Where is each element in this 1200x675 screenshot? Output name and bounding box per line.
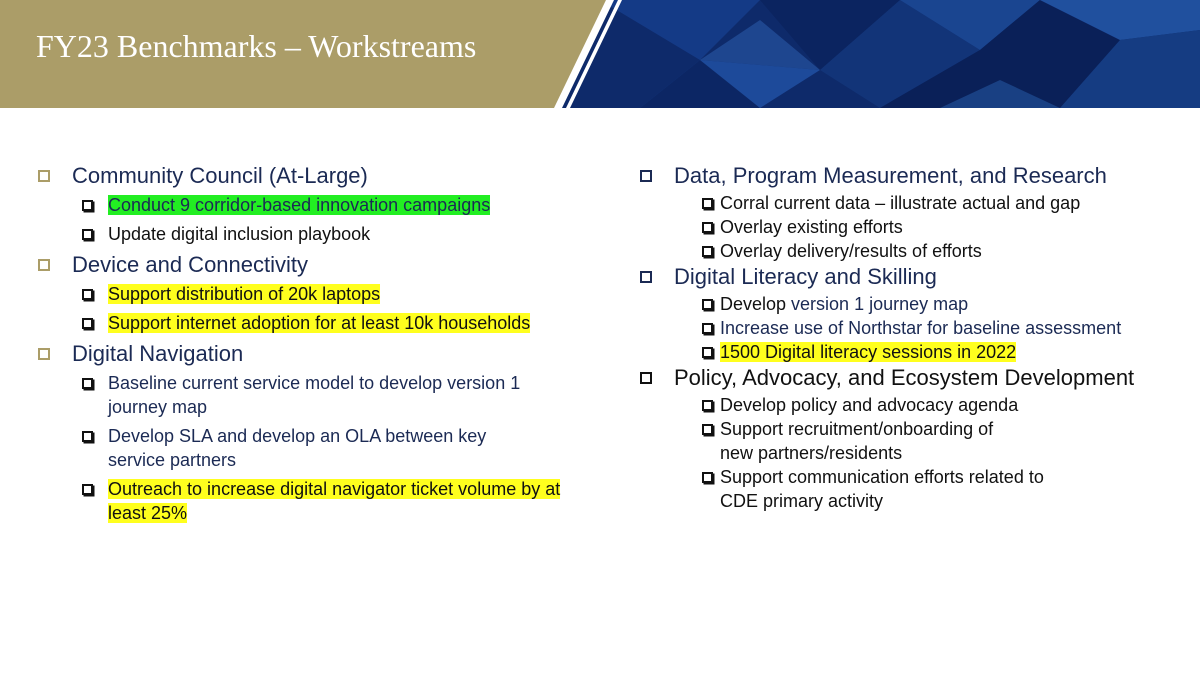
item-text: Support communication efforts related to CDE primary activity <box>720 467 1044 511</box>
checkbox-icon <box>702 472 713 483</box>
section-label: Policy, Advocacy, and Ecosystem Development <box>674 365 1135 390</box>
checkbox-icon <box>640 170 652 182</box>
section-device-connectivity <box>38 251 598 279</box>
list-item <box>640 417 1195 465</box>
item-text: Corral current data – illustrate actual and gap <box>720 193 1081 213</box>
checkbox-icon <box>38 259 50 271</box>
item-text: Support recruitment/onboarding of new partners/residents <box>720 419 994 463</box>
item-text: Baseline current service model to develop version 1 journey map <box>108 373 521 417</box>
section-community-council <box>38 162 598 190</box>
item-text <box>108 282 380 306</box>
section-digital-literacy <box>640 263 1195 291</box>
highlighted-text: Support distribution of 20k laptops <box>108 284 381 304</box>
list-item <box>38 424 598 472</box>
header-banner <box>0 0 1200 108</box>
checkbox-icon <box>702 424 713 435</box>
section-data-measurement <box>640 162 1195 190</box>
list-item <box>38 477 598 525</box>
checkbox-icon <box>38 170 50 182</box>
item-text <box>108 311 530 335</box>
item-text: Update digital inclusion playbook <box>108 224 371 244</box>
checkbox-icon <box>82 200 93 211</box>
checkbox-icon <box>640 372 652 384</box>
item-text: Develop SLA and develop an OLA between key service partners <box>108 426 487 470</box>
section-label: Data, Program Measurement, and Research <box>674 163 1107 188</box>
left-column <box>38 162 598 530</box>
highlighted-text: Conduct 9 corridor-based innovation campaigns <box>108 195 491 215</box>
checkbox-icon <box>82 484 93 495</box>
list-item <box>640 465 1195 513</box>
checkbox-icon <box>82 378 93 389</box>
list-item <box>38 311 598 335</box>
item-text: Develop policy and advocacy agenda <box>720 395 1019 415</box>
list-item <box>640 191 1195 215</box>
list-item <box>38 193 598 217</box>
section-policy-advocacy <box>640 364 1195 392</box>
checkbox-icon <box>702 299 713 310</box>
checkbox-icon <box>82 431 93 442</box>
section-label: Digital Literacy and Skilling <box>674 264 937 289</box>
item-text: Overlay existing efforts <box>720 217 903 237</box>
checkbox-icon <box>82 229 93 240</box>
list-item <box>38 371 598 419</box>
section-digital-navigation <box>38 340 598 368</box>
page-title: FY23 Benchmarks – Workstreams <box>36 28 477 64</box>
checkbox-icon <box>82 318 93 329</box>
right-column <box>640 162 1195 513</box>
list-item <box>38 282 598 306</box>
checkbox-icon <box>702 347 713 358</box>
list-item <box>640 215 1195 239</box>
item-text: Increase use of Northstar for baseline assessment <box>720 318 1122 338</box>
checkbox-icon <box>82 289 93 300</box>
checkbox-icon <box>38 348 50 360</box>
list-item <box>640 340 1195 364</box>
list-item <box>640 393 1195 417</box>
item-text: Develop version 1 journey map <box>720 294 969 314</box>
highlighted-text: Outreach to increase digital navigator ticket volume by at least 25% <box>108 479 561 523</box>
list-item <box>640 316 1195 340</box>
checkbox-icon <box>702 246 713 257</box>
checkbox-icon <box>640 271 652 283</box>
section-label: Community Council (At-Large) <box>72 163 368 188</box>
highlighted-text: Support internet adoption for at least 10k households <box>108 313 531 333</box>
item-text: Overlay delivery/results of efforts <box>720 241 982 261</box>
section-label: Digital Navigation <box>72 341 244 366</box>
highlighted-text: 1500 Digital literacy sessions in 2022 <box>720 342 1017 362</box>
list-item <box>640 239 1195 263</box>
list-item <box>38 222 598 246</box>
checkbox-icon <box>702 323 713 334</box>
item-text <box>108 193 490 217</box>
item-text <box>108 477 578 525</box>
item-text <box>720 340 1016 364</box>
list-item <box>640 292 1195 316</box>
checkbox-icon <box>702 222 713 233</box>
checkbox-icon <box>702 400 713 411</box>
checkbox-icon <box>702 198 713 209</box>
section-label: Device and Connectivity <box>72 252 309 277</box>
